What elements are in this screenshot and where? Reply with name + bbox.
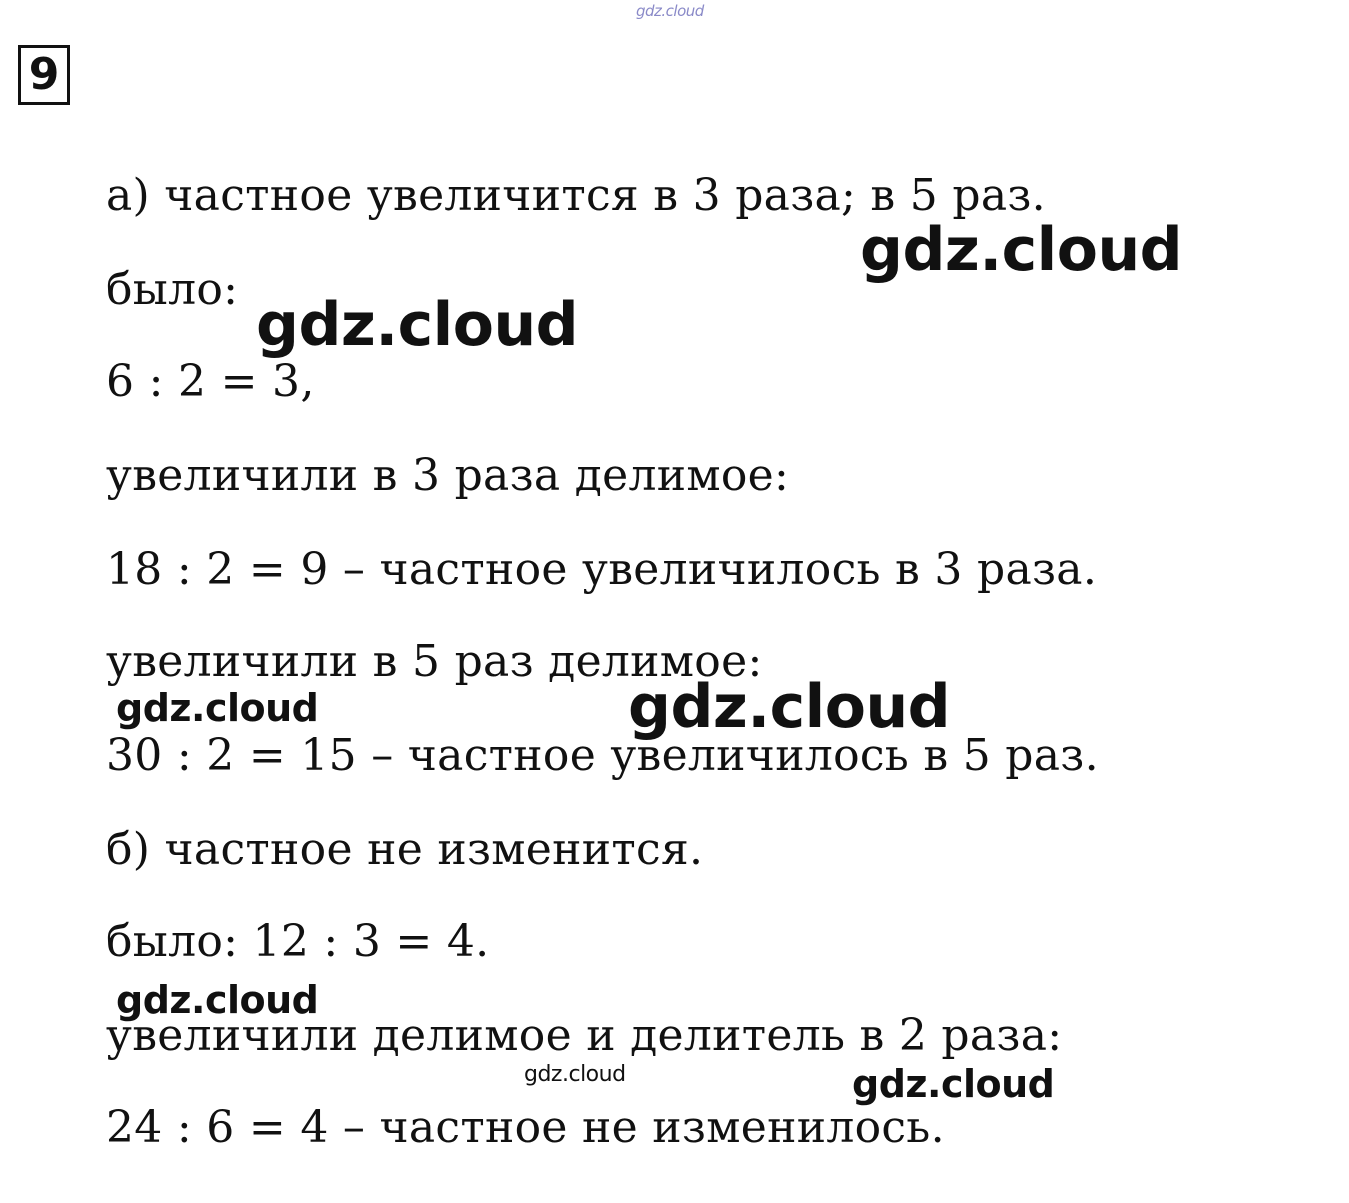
- watermark-5: gdz.cloud: [116, 978, 319, 1022]
- watermark-1: gdz.cloud: [860, 215, 1183, 285]
- task-number-box: 9: [18, 45, 70, 105]
- text-line-8: б) частное не изменится.: [106, 824, 704, 875]
- watermark-3: gdz.cloud: [116, 686, 319, 730]
- watermark-7: gdz.cloud: [852, 1062, 1055, 1106]
- text-line-1: а) частное увеличится в 3 раза; в 5 раз.: [106, 170, 1046, 221]
- text-line-6: увеличили в 5 раз делимое:: [106, 636, 763, 687]
- text-line-7: 30 : 2 = 15 – частное увеличилось в 5 раз.: [106, 730, 1099, 781]
- watermark-top: gdz.cloud: [636, 2, 704, 20]
- watermark-4: gdz.cloud: [628, 672, 951, 742]
- text-line-3: 6 : 2 = 3,: [106, 356, 315, 407]
- watermark-2: gdz.cloud: [256, 290, 579, 360]
- text-line-10: увеличили делимое и делитель в 2 раза:: [106, 1010, 1063, 1061]
- text-line-2: было:: [106, 264, 239, 315]
- watermark-6: gdz.cloud: [524, 1062, 626, 1087]
- text-line-9: было: 12 : 3 = 4.: [106, 916, 490, 967]
- text-line-11: 24 : 6 = 4 – частное не изменилось.: [106, 1102, 945, 1153]
- text-line-4: увеличили в 3 раза делимое:: [106, 450, 790, 501]
- text-line-5: 18 : 2 = 9 – частное увеличилось в 3 раза.: [106, 544, 1098, 595]
